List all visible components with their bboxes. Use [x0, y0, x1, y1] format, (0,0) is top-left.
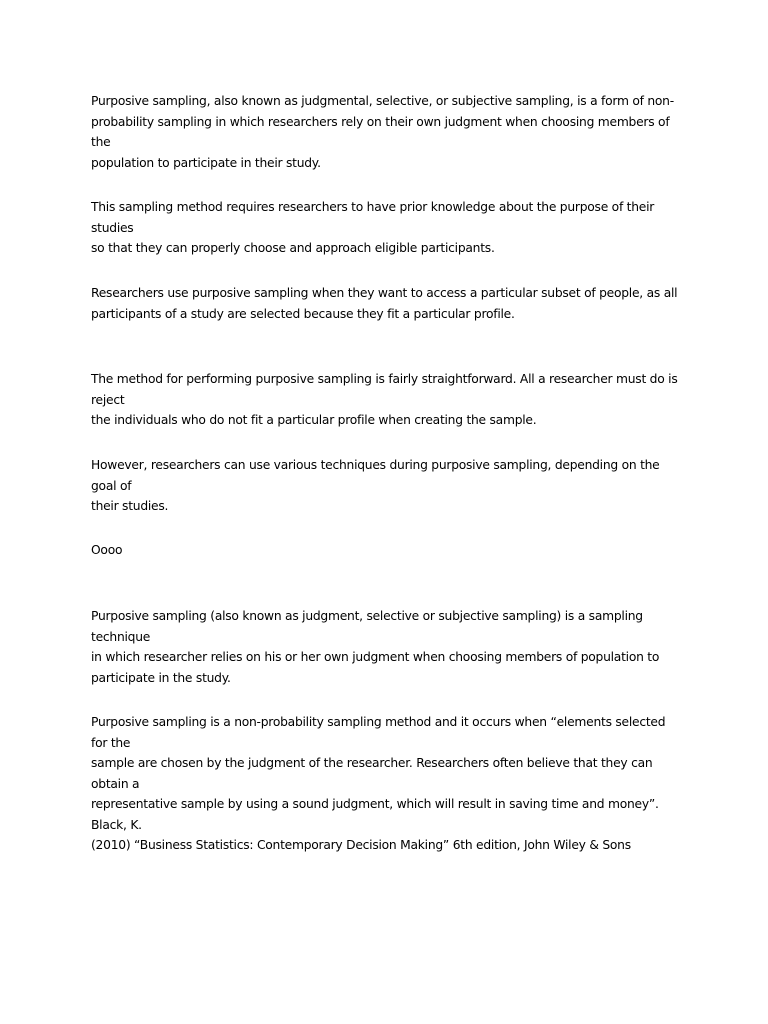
paragraph-purposive-definition: Purposive sampling, also known as judgmental, selective, or subjective sampling, is a form of non- probability sampling in which researchers rely on their own judgment when choosing members of the population to participate in their study.	[91, 94, 674, 170]
paragraph-techniques: However, researchers can use various techniques during purposive sampling, depending on the goal of their studies.	[91, 458, 660, 513]
paragraph-oooo: Oooo	[91, 543, 123, 557]
paragraph-sampling-technique: Purposive sampling (also known as judgment, selective or subjective sampling) is a sampling technique in which researcher relies on his or her own judgment when choosing members of population to participate in the study.	[91, 609, 660, 685]
paragraph-method: The method for performing purposive sampling is fairly straightforward. All a researcher must do is reject the individuals who do not fit a particular profile when creating the sample.	[91, 372, 678, 427]
paragraph-subset-of-people: Researchers use purposive sampling when they want to access a particular subset of people, as all participants of a study are selected because they fit a particular profile.	[91, 286, 678, 321]
paragraph-citation: Purposive sampling is a non-probability sampling method and it occurs when “elements selected for the sample are chosen by the judgment of the researcher. Researchers often believe that they can obtain a representative sample by using a sound judgment, which will result in saving time and money”. Black, K. (2010) “Business Statistics: Contemporary Decision Making” 6th edition, John Wiley & Sons	[91, 715, 666, 852]
paragraph-prior-knowledge: This sampling method requires researchers to have prior knowledge about the purpose of their studies so that they can properly choose and approach eligible participants.	[91, 200, 655, 255]
